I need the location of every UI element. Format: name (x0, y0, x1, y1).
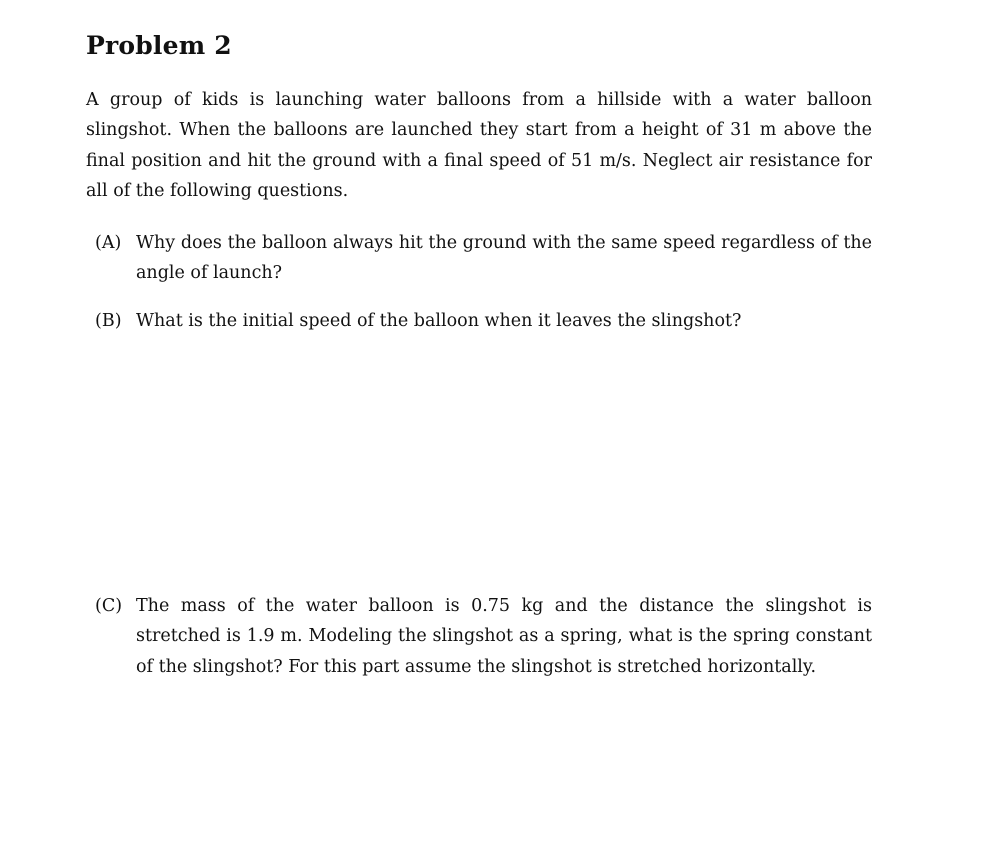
part-a-label: (A) (95, 233, 122, 253)
part-c-label: (C) (95, 596, 123, 616)
part-b-text: What is the initial speed of the balloon when it leaves the slingshot? (136, 311, 742, 331)
problem-statement: A group of kids is launching water balloons from a hillside with a water balloon slingshot. When the balloons are launched they start from a height of 31 m above the final position and hit the ground with a final speed of 51 m/s. Neglect air resistance for all of the following questions. (86, 90, 872, 201)
part-a-text: Why does the balloon always hit the ground with the same speed regardless of the angle of launch? (136, 233, 872, 284)
question-part-c (95, 591, 872, 682)
problem-title: Problem 2 (86, 31, 232, 60)
question-part-a (95, 228, 872, 289)
question-part-b (95, 306, 872, 336)
part-b-label: (B) (95, 311, 122, 331)
part-c-text: The mass of the water balloon is 0.75 kg and the distance the slingshot is stretched is 1.9 m. Modeling the slingshot as a spring, what is the spring constant of the slingshot? For this part assume the slingshot is stretched horizontally. (136, 596, 872, 677)
